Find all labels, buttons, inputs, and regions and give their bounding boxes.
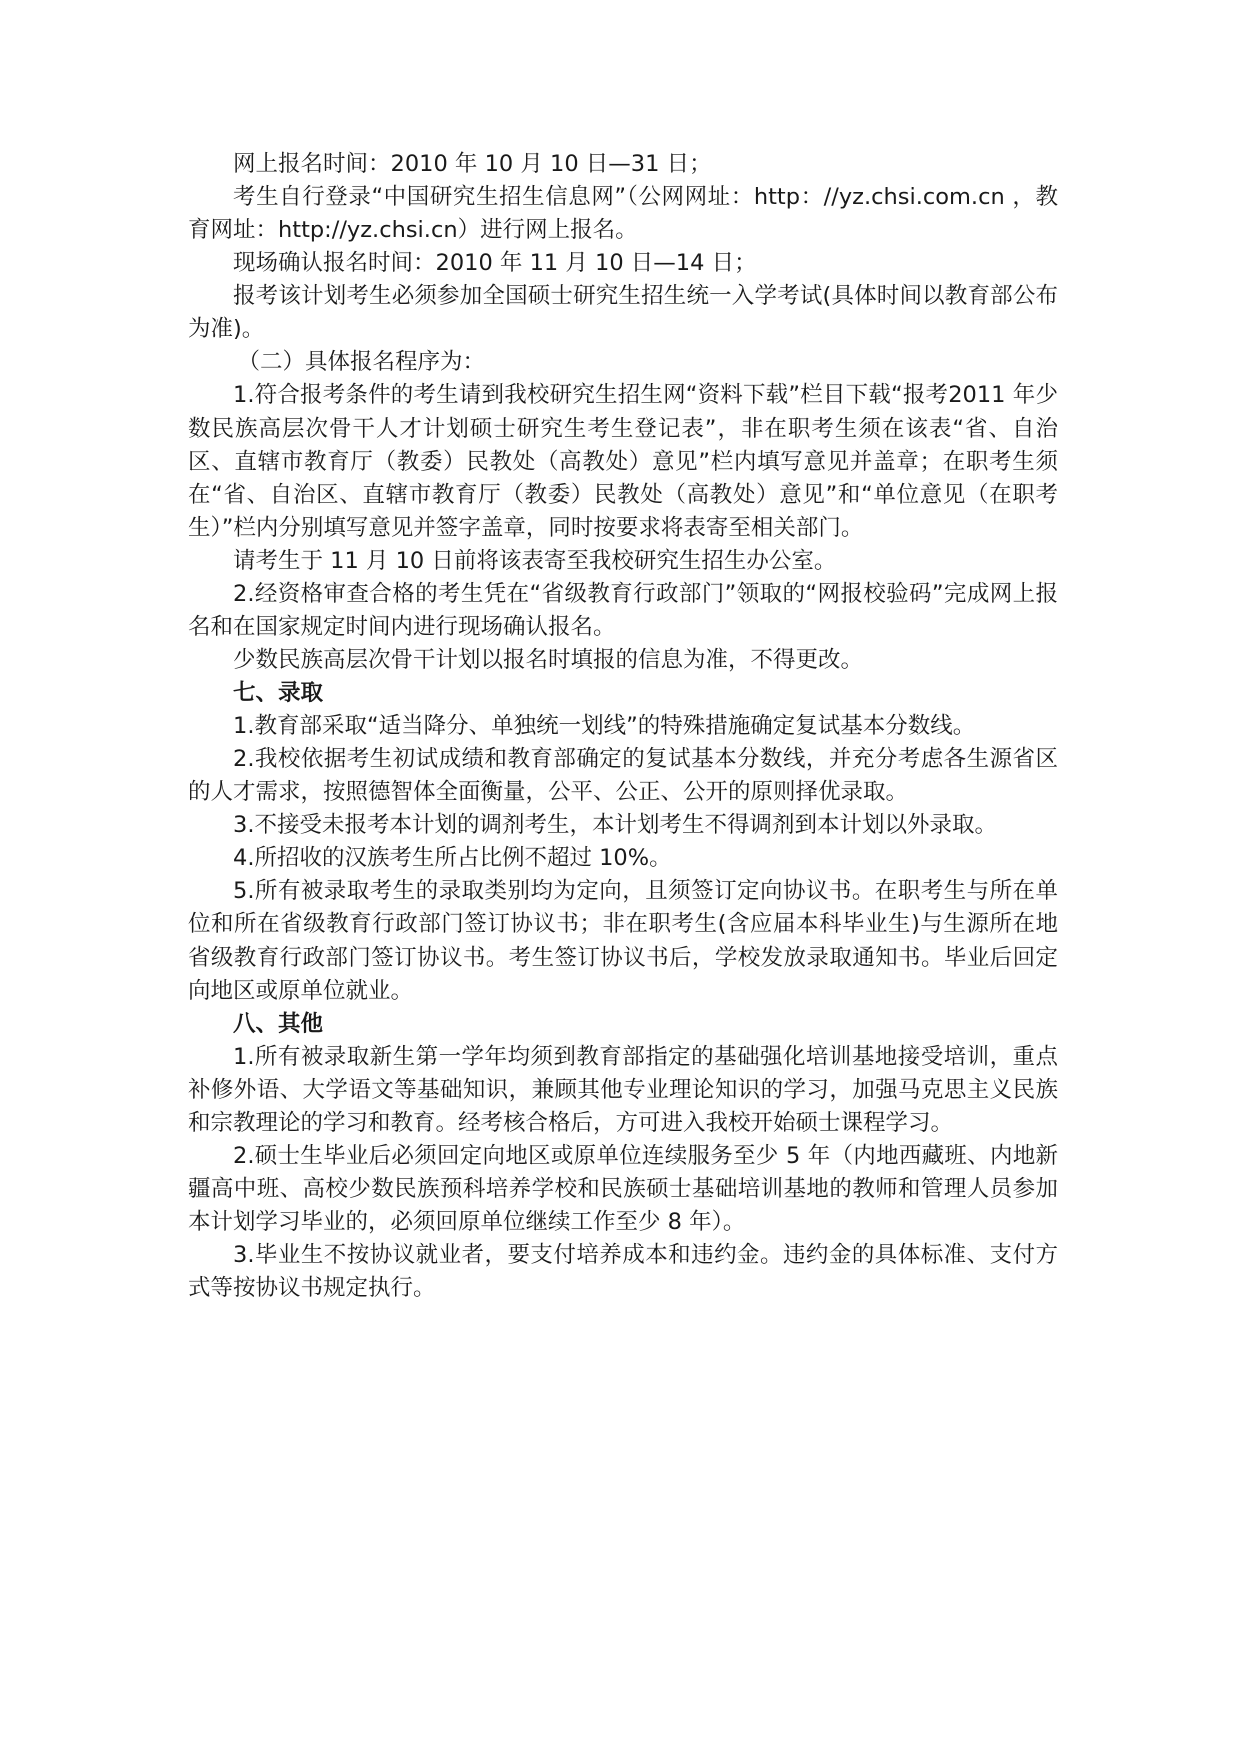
document-body [188, 148, 1058, 1305]
paragraph-mail-deadline: 请考生于 11 月 10 日前将该表寄至我校研究生招生办公室。 [233, 547, 837, 574]
paragraph-admission-2: 2.我校依据考生初试成绩和教育部确定的复试基本分数线，并充分考虑各生源省区的人才需求，按照德智体全面衡量，公平、公正、公开的原则择优录取。 [188, 746, 1058, 806]
section-heading-admission: 七、录取 [233, 680, 324, 706]
paragraph-admission-3: 3.不接受未报考本计划的调剂考生，本计划考生不得调剂到本计划以外录取。 [233, 812, 997, 839]
paragraph-website-login: 考生自行登录“中国研究生招生信息网”（公网网址：http：//yz.chsi.com.cn ，教育网址：http://yz.chsi.cn）进行网上报名。 [188, 184, 1058, 244]
paragraph-exam-requirement: 报考该计划考生必须参加全国硕士研究生招生统一入学考试(具体时间以教育部公布为准)。 [188, 283, 1058, 343]
paragraph-other-1: 1.所有被录取新生第一学年均须到教育部指定的基础强化培训基地接受培训，重点补修外语、大学语文等基础知识，兼顾其他专业理论知识的学习，加强马克思主义民族和宗教理论的学习和教育。经考核合格后，方可进入我校开始硕士课程学习。 [188, 1043, 1058, 1136]
paragraph-admission-4: 4.所招收的汉族考生所占比例不超过 10%。 [233, 845, 672, 872]
paragraph-onsite-confirmation-time: 现场确认报名时间：2010 年 11 月 10 日—14 日； [233, 250, 757, 277]
paragraph-procedure-step-2: 2.经资格审查合格的考生凭在“省级教育行政部门”领取的“网报校验码”完成网上报名和在国家规定时间内进行现场确认报名。 [188, 580, 1058, 640]
paragraph-admission-5: 5.所有被录取考生的录取类别均为定向，且须签订定向协议书。在职考生与所在单位和所在省级教育行政部门签订协议书；非在职考生(含应届本科毕业生)与生源所在地省级教育行政部门签订协议书。考生签订协议书后，学校发放录取通知书。毕业后回定向地区或原单位就业。 [188, 878, 1058, 1004]
section-heading-other: 八、其他 [233, 1010, 324, 1037]
paragraph-info-final: 少数民族高层次骨干计划以报名时填报的信息为准，不得更改。 [233, 646, 864, 673]
paragraph-procedure-step-1: 1.符合报考条件的考生请到我校研究生招生网“资料下载”栏目下载“报考2011 年少数民族高层次骨干人才计划硕士研究生考生登记表”，非在职考生须在该表“省、自治区、直辖市教育厅（教委）民教处（高教处）意见”栏内填写意见并盖章；在职考生须在“省、自治区、直辖市教育厅（教委）民教处（高教处）意见”和“单位意见（在职考生）”栏内分别填写意见并签字盖章，同时按要求将表寄至相关部门。 [188, 382, 1058, 541]
paragraph-admission-1: 1.教育部采取“适当降分、单独统一划线”的特殊措施确定复试基本分数线。 [233, 713, 976, 740]
paragraph-online-registration-time: 网上报名时间：2010 年 10 月 10 日—31 日； [233, 151, 712, 177]
paragraph-other-3: 3.毕业生不按协议就业者，要支付培养成本和违约金。违约金的具体标准、支付方式等按协议书规定执行。 [188, 1242, 1058, 1302]
paragraph-other-2: 2.硕士生毕业后必须回定向地区或原单位连续服务至少 5 年（内地西藏班、内地新疆高中班、高校少数民族预科培养学校和民族硕士基础培训基地的教师和管理人员参加本计划学习毕业的，必须回原单位继续工作至少 8 年）。 [188, 1142, 1058, 1235]
subheading-registration-procedure: （二）具体报名程序为： [237, 349, 486, 376]
